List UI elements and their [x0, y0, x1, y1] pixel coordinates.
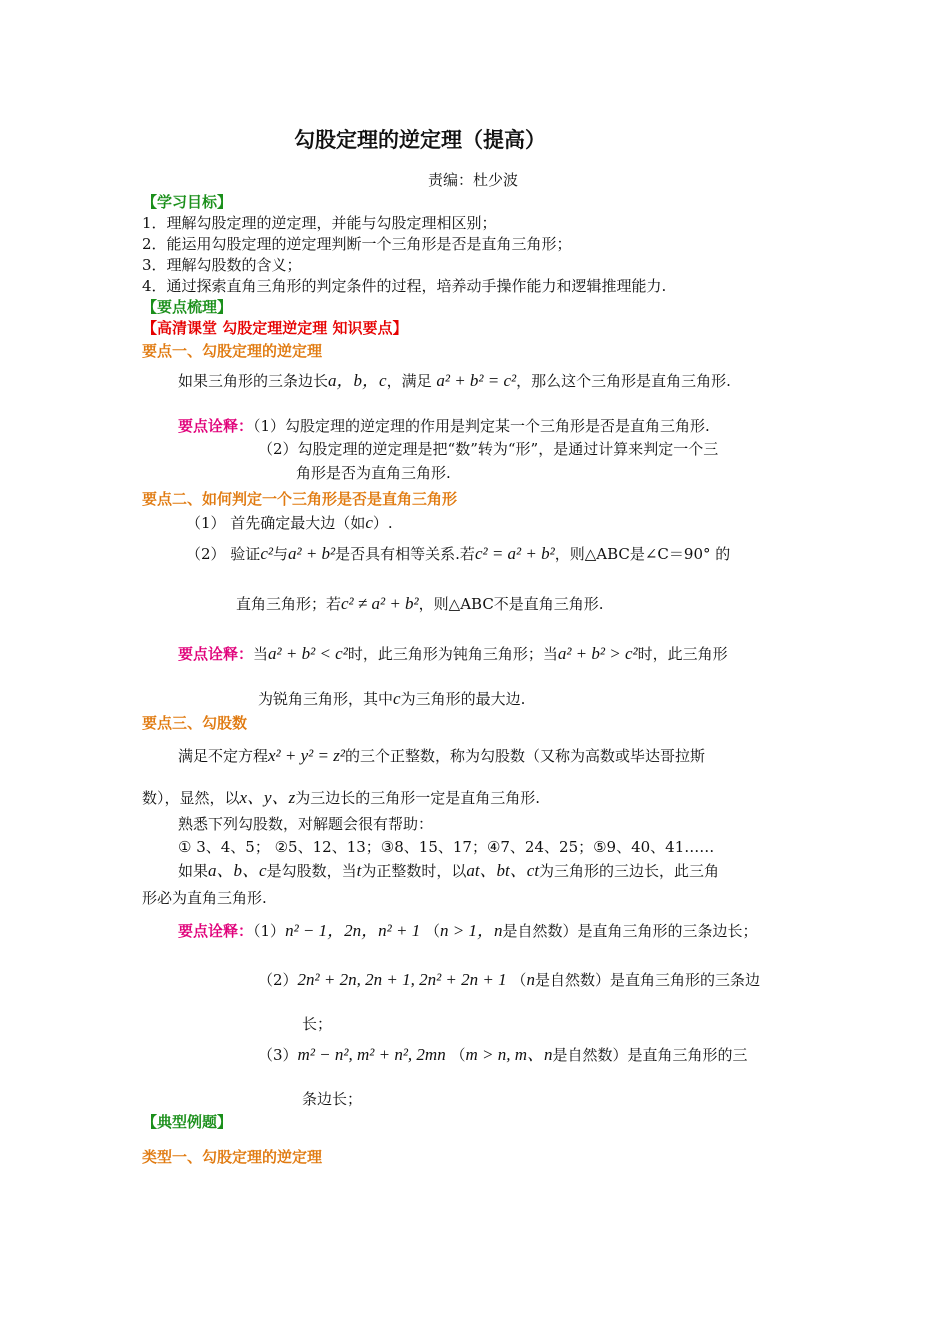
keypoint-3-note-1: [178, 921, 758, 941]
keypoint-3-note-3: [258, 1045, 748, 1065]
text: 是自然数）是直角三角形的三: [552, 1046, 748, 1064]
text: （: [424, 922, 440, 940]
text: （1）勾股定理的逆定理的作用是判定某一个三角形是否是直角三角形.: [253, 417, 710, 435]
math-sum-squares: a² + b²: [287, 544, 336, 563]
text: 为三角形的三边长，此三角: [539, 862, 720, 880]
math-formula-3: m² − n², m² + n², 2mn: [297, 1045, 446, 1064]
keypoint-3-note-2: [258, 970, 760, 990]
text: 时，此三角形: [637, 645, 728, 663]
keypoints-heading: 【要点梳理】: [142, 298, 233, 316]
math-pythagoras-equation: a² + b² = c²: [436, 371, 517, 390]
keypoint-2-note-2: [258, 689, 525, 709]
keypoint-3-line-1: [178, 746, 705, 766]
math-obtuse-condition: a² + b² < c²: [268, 644, 348, 663]
text: 为三角形的最大边.: [400, 690, 526, 708]
math-n: n: [526, 970, 535, 989]
text: 为正整数时，以: [361, 862, 467, 880]
math-c-squared: c²: [260, 544, 273, 563]
keypoint-1-heading: 要点一、勾股定理的逆定理: [142, 342, 323, 360]
text: ）.: [372, 514, 393, 532]
text: 与: [272, 545, 288, 563]
text: 是自然数）是直角三角形的三条边长；: [502, 922, 758, 940]
keypoint-1-note-3: 角形是否为直角三角形.: [296, 464, 451, 482]
text: 为三边长的三角形一定是直角三角形.: [295, 789, 541, 807]
text: 直角三角形；若: [236, 595, 342, 613]
math-c: c: [365, 513, 373, 532]
keypoint-3-triples: ① 3、4、5； ②5、12、13；③8、15、17；④7、24、25；⑤9、40、41……: [178, 838, 715, 856]
video-lesson-link[interactable]: 【高清课堂 勾股定理逆定理 知识要点】: [142, 319, 408, 337]
math-c: c: [393, 689, 401, 708]
text: 时，此三角形为钝角三角形；当: [347, 645, 558, 663]
math-sides: a，b，c: [328, 371, 387, 390]
objective-item: 4．通过探索直角三角形的判定条件的过程，培养动手操作能力和逻辑推理能力.: [142, 277, 667, 295]
text: （2） 验证: [186, 545, 261, 563]
keypoint-3-line-2: [142, 788, 540, 808]
keypoint-3-note-2-cont: 长；: [302, 1015, 333, 1033]
text: 为锐角三角形，其中: [258, 690, 394, 708]
keypoint-3-line-6: 形必为直角三角形.: [142, 889, 267, 907]
text: ，则△ABC不是直角三角形.: [418, 595, 604, 613]
math-condition-1: n > 1，n: [440, 921, 503, 940]
text: 是否具有相等关系.若: [335, 545, 475, 563]
text: 当: [253, 645, 269, 663]
keypoint-2-note-1: [178, 644, 728, 664]
keypoint-3-line-5: [178, 861, 719, 881]
math-acute-condition: a² + b² > c²: [557, 644, 638, 663]
text: 是勾股数，当: [266, 862, 357, 880]
math-xyz: x、y、z: [239, 788, 296, 807]
note-label: 要点诠释：: [178, 417, 254, 435]
math-t: t: [356, 861, 362, 880]
note-label: 要点诠释：: [178, 922, 254, 940]
text: ，满足: [386, 372, 432, 390]
editor-credit: 责编：杜少波: [428, 171, 519, 189]
objectives-heading: 【学习目标】: [142, 193, 233, 211]
text: （: [450, 1046, 466, 1064]
page-title: 勾股定理的逆定理（提高）: [294, 128, 546, 152]
keypoint-1-statement: [178, 371, 731, 391]
text: 数），显然，以: [142, 789, 240, 807]
text: （3）: [258, 1046, 298, 1064]
keypoint-2-step-1: [186, 513, 393, 533]
text: 满足不定方程: [178, 747, 269, 765]
text: 的三个正整数，称为勾股数（又称为高数或毕达哥拉斯: [344, 747, 705, 765]
example-type-1-heading: 类型一、勾股定理的逆定理: [142, 1148, 323, 1166]
note-label: 要点诠释：: [178, 645, 254, 663]
examples-heading: 【典型例题】: [142, 1113, 233, 1131]
objective-item: 1．理解勾股定理的逆定理，并能与勾股定理相区别；: [142, 214, 497, 232]
text: ，那么这个三角形是直角三角形.: [516, 372, 731, 390]
keypoint-3-heading: 要点三、勾股数: [142, 714, 248, 732]
keypoint-3-line-3: 熟悉下列勾股数，对解题会很有帮助：: [178, 815, 434, 833]
math-condition-3: m > n, m、n: [465, 1045, 553, 1064]
math-equality: c² = a² + b²: [474, 544, 555, 563]
text: （1） 首先确定最大边（如: [186, 514, 366, 532]
text: （: [511, 971, 527, 989]
math-formula-1: n² − 1，2n，n² + 1: [285, 921, 421, 940]
text: （2）: [258, 971, 298, 989]
text: 如果: [178, 862, 209, 880]
objective-item: 2．能运用勾股定理的逆定理判断一个三角形是否是直角三角形；: [142, 235, 572, 253]
math-abc: a、b、c: [208, 861, 267, 880]
text: （1）: [253, 922, 286, 940]
math-xyz-equation: x² + y² = z²: [268, 746, 345, 765]
keypoint-3-note-3-cont: 条边长；: [302, 1090, 363, 1108]
keypoint-2-step-2-cont: [236, 594, 604, 614]
math-scaled-sides: at、bt、ct: [466, 861, 540, 880]
keypoint-1-note-1: [178, 416, 710, 436]
keypoint-2-step-2: [186, 544, 730, 564]
text: 是自然数）是直角三角形的三条边: [534, 971, 760, 989]
keypoint-1-note-2: （2）勾股定理的逆定理是把“数”转为“形”，是通过计算来判定一个三: [258, 440, 719, 458]
objective-item: 3．理解勾股数的含义；: [142, 256, 302, 274]
text: ，则△ABC是∠C＝90° 的: [554, 545, 731, 563]
math-inequality: c² ≠ a² + b²: [341, 594, 419, 613]
keypoint-2-heading: 要点二、如何判定一个三角形是否是直角三角形: [142, 490, 458, 508]
text: 如果三角形的三条边长: [178, 372, 329, 390]
math-formula-2: 2n² + 2n, 2n + 1, 2n² + 2n + 1: [297, 970, 507, 989]
